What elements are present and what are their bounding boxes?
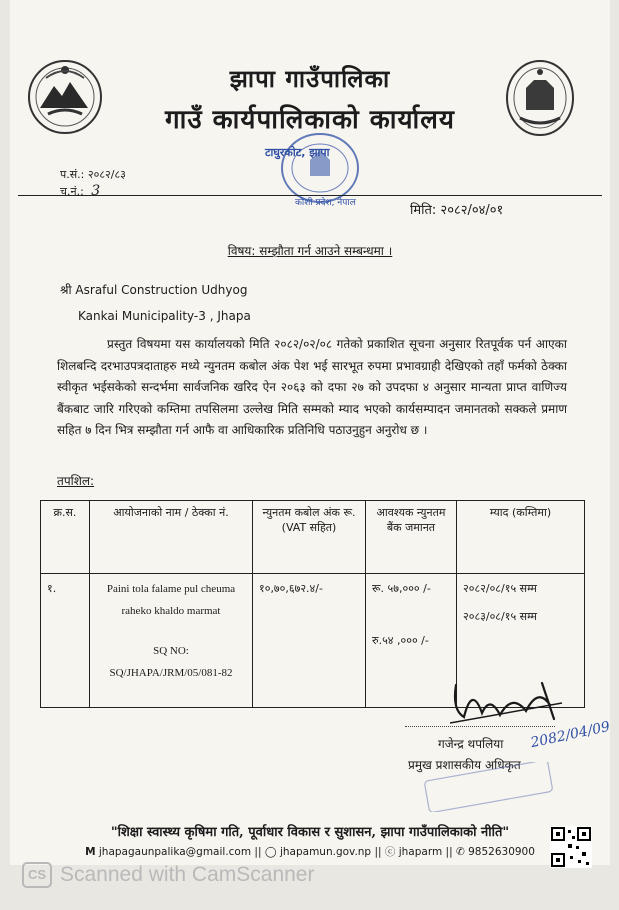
sq-number: SQ/JHAPA/JRM/05/081-82 (109, 667, 233, 679)
deadline-2: २०८३/०८/१५ सम्म (463, 610, 537, 623)
sq-label: SQ NO: (153, 645, 189, 657)
header-sn: क्र.स. (41, 501, 90, 574)
footer-facebook: jhaparm (398, 846, 443, 858)
reference-cn-value: 3 (91, 183, 101, 199)
mail-icon: M (85, 846, 96, 858)
deadline-1: २०८२/०८/१५ सम्म (463, 582, 537, 595)
guarantee-2: रु.५४ ,००० /- (372, 634, 429, 647)
letter-subject: विषय: सम्झौता गर्न आउने सम्बन्धमा । (227, 244, 393, 258)
footer-website: jhapamun.gov.np (279, 846, 372, 858)
reference-cn (60, 183, 100, 199)
letter-page (10, 0, 610, 865)
signatory-name: गजेन्द्र थपलिया (438, 737, 504, 751)
header-bid-amount: न्युनतम कबोल अंक रू. (VAT सहित) (253, 501, 366, 574)
footer-motto: "शिक्षा स्वास्थ्य कृषिमा गति, पूर्वाधार विकास र सुशासन, झापा गाउँपालिकाको नीति" (110, 825, 510, 840)
header-guarantee: आवश्यक न्युनतम बैंक जमानत (366, 501, 457, 574)
letter-body: प्रस्तुत विषयमा यस कार्यालयको मिति २०८२/०२/०८ गतेको प्रकाशित सूचना अनुसार रितपूर्वक पर्न आएका शिलबन्दि दरभाउपत्रदाताहरु मध्ये न्युनतम कबोल अंक पेश भई सारभूत रुपमा प्रभावग्राही देखिएको तहाँ फर्मको ठेक्का स्वीकृत भईसकेको सन्दर्भमा सार्वजनिक खरिद ऐन २०६३ को दफा २७ को उपदफा ४ अनुसार मान्यता प्राप्त वाणिज्य बैंकबाट जारि गरिएको कम्तिमा तपसिलमा उल्लेख मिति सम्मको म्याद भएको कार्यसम्पादन जमानतको सक्कले प्रमाण सहित ७ दिन भित्र सम्झौता गर्न आफै वा आधिकारिक प्रतिनिधि पठाउनुहुन अनुरोध छ । (57, 337, 567, 437)
phone-icon: ✆ (455, 846, 465, 858)
letter-date: मिति: २०८२/०४/०१ (410, 203, 504, 218)
signature-stamp-icon (420, 762, 560, 812)
reference-ps: प.सं.: २०८२/८३ (60, 168, 126, 181)
office-title: झापा गाउँपालिका (229, 64, 391, 93)
header-project: आयोजनाको नाम / ठेक्का नं. (90, 501, 253, 574)
table-header-row (41, 501, 585, 574)
reference-cn-label: च.नं.: (60, 185, 84, 198)
camscanner-logo-icon: CS (22, 862, 52, 888)
stamp-text-top: टाघुरकोट, झापा (265, 146, 330, 159)
project-name: Paini tola falame pul cheuma raheko khaldo marmat (106, 583, 236, 617)
handwritten-date: 2082/04/09 (529, 718, 612, 752)
facebook-icon: ⓒ (384, 846, 396, 858)
globe-icon: ◯ (264, 846, 277, 858)
office-subtitle: गाउँ कार्यपालिकाको कार्यालय (165, 105, 455, 135)
qr-code-icon (550, 826, 592, 868)
cell-bid-amount: १०,७०,६७२.४/- (253, 574, 366, 708)
header-deadline: म्याद (कम्तिमा) (457, 501, 585, 574)
camscanner-watermark (22, 862, 314, 888)
signatory-title: प्रमुख प्रशासकीय अधिकृत (408, 758, 521, 772)
cell-project (90, 574, 253, 708)
handwritten-signature (442, 675, 572, 730)
tapasil-label: तपशिल: (57, 474, 95, 488)
recipient-name: श्री Asraful Construction Udhyog (60, 283, 248, 297)
stamp-text-bottom: कोशी प्रदेश, नेपाल (295, 198, 356, 208)
camscanner-text: Scanned with CamScanner (60, 863, 315, 886)
cell-sn: १. (41, 574, 90, 708)
signature-line (405, 726, 555, 727)
footer-phone: 9852630900 (468, 846, 535, 858)
header-divider (18, 195, 602, 196)
recipient-address: Kankai Municipality-3 , Jhapa (78, 309, 251, 323)
guarantee-1: रू. ५७,००० /- (372, 582, 431, 595)
footer-contact: M jhapagaunpalika@gmail.com || ◯ jhapamun.gov.np || ⓒ jhaparm || ✆ 9852630900 (85, 846, 535, 858)
footer-email: jhapagaunpalika@gmail.com (98, 846, 252, 858)
